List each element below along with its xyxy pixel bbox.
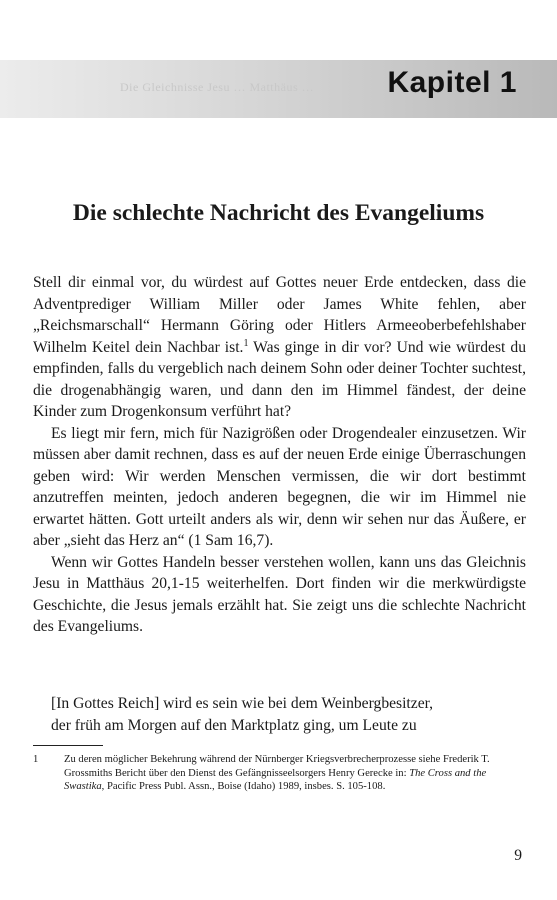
paragraph-3: Wenn wir Gottes Handeln besser verstehen wollen, kann uns das Gleichnis Jesu in Matthäus 20,1-15 weiterhelfen. Dort finden wir die merkwürdigste Geschichte, die Jesus jemals erzählt hat. Sie zeigt uns die schlechte Nachricht des Evangeliums. xyxy=(33,553,526,635)
paragraph-1-text-after: Was ginge in dir vor? Und wie würdest du empfinden, falls du vergeblich nach deinem Sohn oder deiner Tochter suchtest, die drogenabhängig waren, und dann den im Himmel fändest, der deine Kinder zum Drogenkonsum verführt hat? xyxy=(33,338,526,420)
quote-line-2: der früh am Morgen auf den Marktplatz ging, um Leute zu xyxy=(51,716,417,734)
quote-line-1: [In Gottes Reich] wird es sein wie bei dem Weinbergbesitzer, xyxy=(51,695,434,712)
footnote-text-before: Zu deren möglicher Bekehrung während der Nürnberger Kriegsverbrecherprozesse siehe Frederik T. Grossmiths Bericht über den Dienst des Gefängnisseelsorgers Henry Gerecke in: xyxy=(64,754,490,779)
footnote-text xyxy=(64,753,526,794)
page-number: 9 xyxy=(514,847,522,864)
paragraph-1 xyxy=(33,272,526,423)
chapter-title: Die schlechte Nachricht des Evangeliums xyxy=(72,200,485,226)
footnote xyxy=(33,753,526,794)
block-quote xyxy=(51,693,521,736)
footnote-text-after: , Pacific Press Publ. Assn., Boise (Idaho) 1989, insbes. S. 105-108. xyxy=(101,781,386,792)
chapter-label: Kapitel 1 xyxy=(387,66,517,99)
footnote-book-title: The Cross and the Swastika xyxy=(64,767,487,792)
footnote-divider xyxy=(33,745,103,746)
paragraph-2: Es liegt mir fern, mich für Nazigrößen oder Drogendealer einzusetzen. Wir müssen aber damit rechnen, dass es auf der neuen Erde einige Überraschungen geben wird: Wir werden Menschen vermissen, die wir dort bestimmt anzutreffen meinten, jedoch anderen begegnen, die wir im Himmel nie erwartet hätten. Gott urteilt anders als wir, denn wir sehen nur das Äußere, er aber „sieht das Herz an“ (1 Sam 16,7). xyxy=(33,424,526,549)
paragraph-1-text-before: Stell dir einmal vor, du würdest auf Gottes neuer Erde entdecken, dass die Adventprediger William Miller oder James White fehlen, aber „Reichsmarschall“ Hermann Göring oder Hitlers Armeeoberbefehlshaber Wilhelm Keitel dein Nachbar ist. xyxy=(33,274,526,356)
footnote-ref[interactable]: 1 xyxy=(243,337,249,349)
body-text xyxy=(33,272,526,638)
footnote-number: 1 xyxy=(33,754,39,765)
chapter-header-ghost-text: Die Gleichnisse Jesu … Matthäus … xyxy=(120,80,315,94)
